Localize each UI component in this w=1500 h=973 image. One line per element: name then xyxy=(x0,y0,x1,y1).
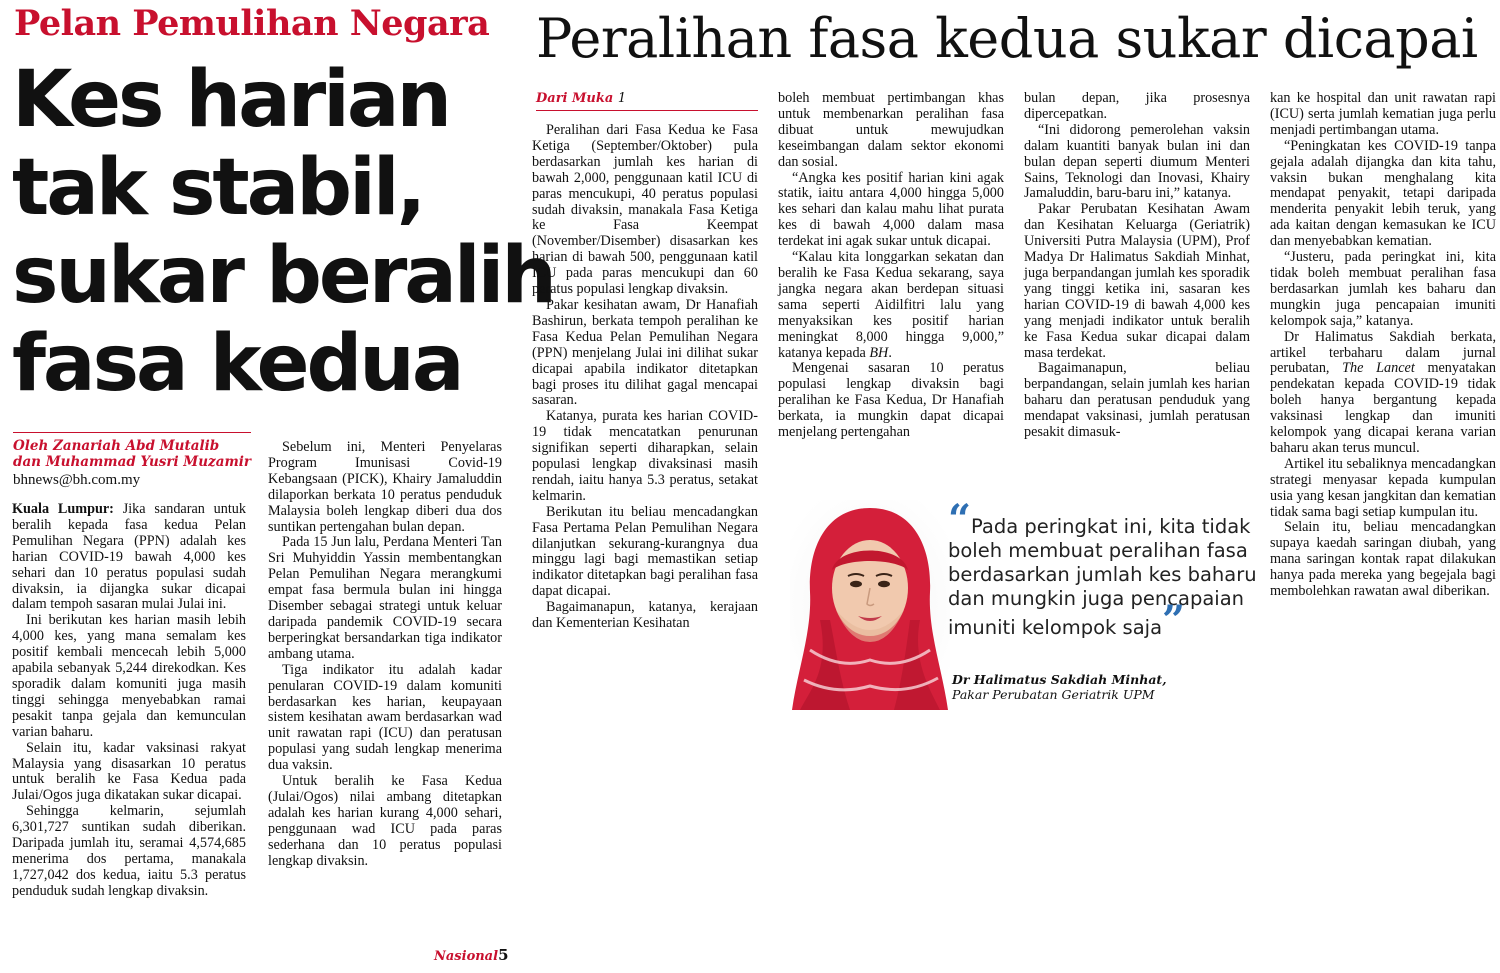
article-column-1 xyxy=(12,502,246,900)
open-quote-icon: “ xyxy=(948,496,972,543)
article-column-2 xyxy=(268,440,502,869)
section-label: Nasional xyxy=(434,949,499,964)
paragraph: Kuala Lumpur: Jika sandaran untuk beralih kepada fasa kedua Pelan Pemulihan Negara (PPN) adalah kes harian COVID-19 bawah 4,000 kes sehari dan 10 peratus populasi sudah divaksin, ia dijangka sukar dicapai dalam tempoh sasaran mulai Julai ini. xyxy=(12,501,246,613)
paragraph: “Kalau kita longgarkan sekatan dan beralih ke Fasa Kedua sekarang, saya jangka negara akan berdepan situasi sama seperti Aidilfitri lalu yang menyaksikan kes positif harian meningkat 8,000 hingga 9,000,” katanya kepada BH. xyxy=(778,249,1004,361)
paragraph: Berikutan itu beliau mencadangkan Fasa Pertama Pelan Pemulihan Negara dilanjutkan sekurang-kurangnya dua minggu lagi bagi memastikan setiap indikator ditetapkan bagi peralihan fasa dapat dicapai. xyxy=(532,503,758,600)
section-kicker: Pelan Pemulihan Negara xyxy=(14,3,490,44)
close-quote-icon: ” xyxy=(1162,597,1186,644)
paragraph: Tiga indikator itu adalah kadar penularan COVID-19 dalam komuniti berdasarkan kes harian, keupayaan sistem kesihatan awam berdasarkan wad unit rawatan rapi (ICU) dan peratusan populasi yang sudah lengkap menerima dua vaksin. xyxy=(268,661,502,774)
paragraph: Sehingga kelmarin, sejumlah 6,301,727 suntikan sudah diberikan. Daripada jumlah itu, seramai 4,574,685 menerima dos pertama, manakala 1,727,042 dos kedua, iaitu 5.3 peratus penduduk sudah lengkap divaksin. xyxy=(12,803,246,899)
pull-quote-text: Pada peringkat ini, kita tidak boleh membuat peralihan fasa berdasarkan jumlah kes baharu dan mungkin juga pencapaian imuniti kelompok saja xyxy=(948,515,1257,639)
paragraph: Bagaimanapun, katanya, kerajaan dan Kementerian Kesihatan xyxy=(532,599,758,632)
secondary-headline: Peralihan fasa kedua sukar dicapai xyxy=(536,7,1478,70)
pull-quote-caption xyxy=(952,672,1167,702)
article-column-3 xyxy=(532,123,758,632)
continued-label: Dari Muka xyxy=(536,91,614,106)
paragraph: “Justeru, pada peringkat ini, kita tidak boleh membuat peralihan fasa berdasarkan jumlah kes baharu dan mungkin juga pencapaian imuniti kelompok saja,” katanya. xyxy=(1270,249,1496,329)
author-email[interactable]: bhnews@bh.com.my xyxy=(13,472,141,488)
paragraph: kan ke hospital dan unit rawatan rapi (ICU) serta jumlah kematian juga perlu menjadi pertimbangan utama. xyxy=(1270,90,1496,138)
paragraph: Katanya, purata kes harian COVID-19 tidak mencatatkan penurunan signifikan seperti diharapkan, selain populasi lengkap divaksinasi masih rendah, iaitu hanya 5.3 peratus, setakat kelmarin. xyxy=(532,408,758,504)
headline-line: fasa kedua xyxy=(12,319,462,409)
quote-author-name: Dr Halimatus Sakdiah Minhat, xyxy=(952,672,1167,687)
article-column-6 xyxy=(1270,91,1496,600)
paragraph: boleh membuat pertimbangan khas untuk membenarkan peralihan fasa dibuat untuk mewujudkan keseimbangan dalam sektor ekonomi dan sosial. xyxy=(778,90,1004,170)
continued-from xyxy=(536,91,626,106)
headline-line: sukar beralih xyxy=(12,231,554,321)
article-column-4 xyxy=(778,91,1004,441)
page-number: 5 xyxy=(498,946,509,964)
paragraph: Untuk beralih ke Fasa Kedua (Julai/Ogos) nilai ambang ditetapkan adalah kes harian kurang 4,000 sehari, penggunaan wad ICU pada paras sederhana dan 10 peratus populasi lengkap divaksin. xyxy=(268,773,502,869)
paragraph: Pakar Perubatan Kesihatan Awam dan Kesihatan Keluarga (Geriatrik) Universiti Putra Malaysia (UPM), Prof Madya Dr Halimatus Sakdiah Minhat, juga berpandangan jumlah kes sporadik yang tinggi ketika ini, sasaran kes harian COVID-19 di bawah 4,000 kes yang menjadi indikator untuk beralih ke Fasa Kedua sukar dicapai dalam masa terdekat. xyxy=(1024,201,1250,361)
headline-line: Kes harian xyxy=(12,55,450,145)
portrait-photo xyxy=(790,500,950,710)
dateline: Kuala Lumpur: xyxy=(12,501,114,517)
byline-line: dan Muhammad Yusri Muzamir xyxy=(13,454,251,470)
paragraph: Peralihan dari Fasa Kedua ke Fasa Ketiga (September/Oktober) pula berdasarkan jumlah kes harian di bawah 2,000, penggunaan katil ICU di paras mencukupi, 40 peratus populasi sudah divaksin, manakala Fasa Ketiga ke Fasa Keempat (November/Disember) disasarkan kes harian di bawah 500, penggunaan katil ICU pada paras mencukupi dan 60 peratus populasi lengkap divaksin. xyxy=(532,122,758,298)
paragraph: Dr Halimatus Sakdiah berkata, artikel terbaharu dalam jurnal perubatan, The Lancet menyatakan pendekatan kepada COVID-19 tidak boleh hanya bergantung kepada vaksinasi lengkap dan imuniti kelompok yang dicapai kerana varian baharu akan terus muncul. xyxy=(1270,328,1496,456)
paragraph: Pakar kesihatan awam, Dr Hanafiah Bashirun, berkata tempoh peralihan ke Fasa Kedua Pelan Pemulihan Negara (PPN) menjelang Julai ini dilihat sukar dicapai apabila indikator ditetapkan bagi proses itu dilihat gagal mencapai sasaran. xyxy=(532,296,758,409)
continued-page: 1 xyxy=(617,91,627,106)
main-headline xyxy=(12,55,554,409)
byline-rule xyxy=(13,432,251,433)
paragraph: Selain itu, kadar vaksinasi rakyat Malaysia yang disasarkan 10 peratus untuk beralih ke Fasa Kedua pada Julai/Ogos juga dikatakan sukar dicapai. xyxy=(12,739,246,804)
headline-line: tak stabil, xyxy=(12,143,424,233)
byline-line: Oleh Zanariah Abd Mutalib xyxy=(13,438,220,454)
paragraph: Sebelum ini, Menteri Penyelaras Program Imunisasi Covid-19 Kebangsaan (PICK), Khairy Jamaluddin dilaporkan berkata 10 peratus penduduk Malaysia boleh lengkap diberi dua dos suntikan pertengahan bulan depan. xyxy=(268,439,502,535)
paragraph: “Angka kes positif harian kini agak statik, iaitu antara 4,000 hingga 5,000 kes sehari dan kalau mahu lihat purata kes di bawah 4,000 dalam masa terdekat ini agak sukar untuk dicapai. xyxy=(778,169,1004,250)
byline xyxy=(13,438,253,470)
paragraph: Ini berikutan kes harian masih lebih 4,000 kes, yang mana semalam kes positif kembali mencecah lebih 5,000 apabila sebanyak 5,244 direkodkan. Kes sporadik dalam komuniti juga masih tinggi sehingga menyebabkan ramai pesakit tanpa gejala dan kemunculan varian baharu. xyxy=(12,612,246,740)
paragraph: Bagaimanapun, beliau berpandangan, selain jumlah kes harian baharu dan peratusan penduduk yang mendapat vaksinasi, jumlah peratusan pesakit dimasuk- xyxy=(1024,360,1250,441)
paragraph: Artikel itu sebaliknya mencadangkan strategi menyasar kepada kumpulan usia yang kesan jangkitan dan kematian tidak sama bagi setiap kumpulan itu. xyxy=(1270,455,1496,520)
section-footer xyxy=(434,946,509,964)
paragraph: bulan depan, jika prosesnya dipercepatkan. xyxy=(1024,90,1250,122)
quote-author-role: Pakar Perubatan Geriatrik UPM xyxy=(952,687,1155,702)
article-column-5 xyxy=(1024,91,1250,441)
pull-quote xyxy=(948,496,1258,644)
paragraph: “Ini didorong pemerolehan vaksin dalam kuantiti banyak bulan ini dan bulan depan seperti diumum Menteri Sains, Teknologi dan Inovasi, Khairy Jamaluddin, baru-baru ini,” katanya. xyxy=(1024,121,1250,202)
paragraph: “Peningkatan kes COVID-19 tanpa gejala adalah dijangka dan kita tahu, vaksin bukan menghalang kita mendapat penyakit, tetapi daripada menderita penyakit lebih teruk, yang ada kaitan dengan kemasukan ke ICU dan menyebabkan kematian. xyxy=(1270,137,1496,250)
continued-rule xyxy=(536,110,758,111)
paragraph: Mengenai sasaran 10 peratus populasi lengkap divaksin bagi peralihan ke Fasa Kedua, Dr Hanafiah berkata, ia mungkin dapat dicapai menjelang pertengahan xyxy=(778,360,1004,441)
paragraph: Pada 15 Jun lalu, Perdana Menteri Tan Sri Muhyiddin Yassin membentangkan Pelan Pemulihan Negara merangkumi empat fasa bermula bulan ini hingga Disember sebagai strategi untuk keluar daripada pandemik COVID-19 secara berperingkat bersandarkan tiga indikator ambang utama. xyxy=(268,534,502,662)
paragraph: Selain itu, beliau mencadangkan supaya kaedah saringan diubah, yang mana saringan kontak rapat dilakukan hanya pada mereka yang begejala bagi membolehkan rawatan awal diberikan. xyxy=(1270,519,1496,600)
